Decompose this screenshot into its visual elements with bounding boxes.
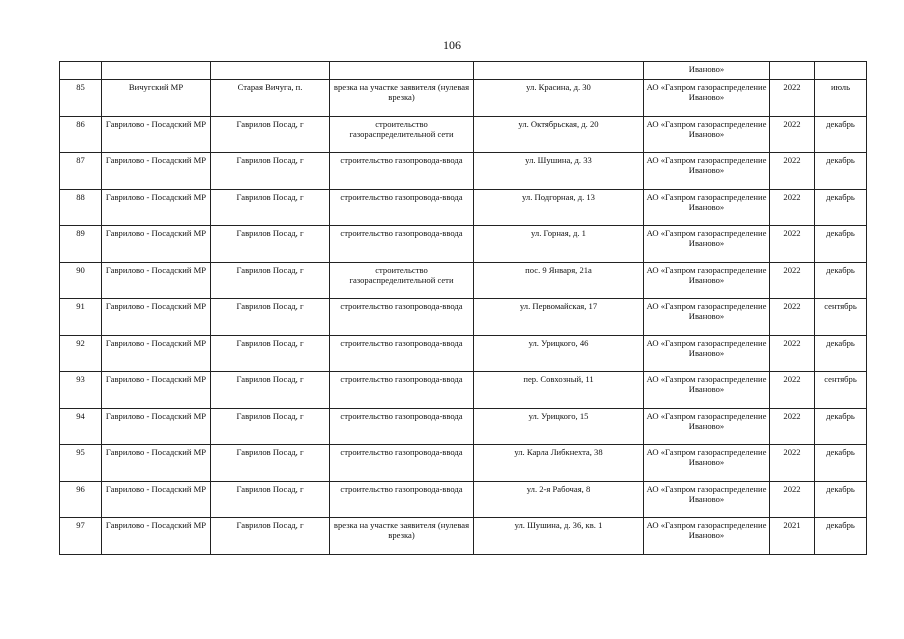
cell-work-type: врезка на участке заявителя (нулевая врезка) (330, 518, 474, 555)
cell-address: ул. Красина, д. 30 (474, 80, 644, 117)
cell-organization: Иваново» (644, 62, 770, 80)
cell-address: ул. Октябрьская, д. 20 (474, 116, 644, 153)
cell-region: Гаврилово - Посадский МР (102, 299, 211, 336)
table-row (60, 262, 867, 299)
cell-address: ул. 2-я Рабочая, 8 (474, 481, 644, 518)
cell-month: декабрь (815, 116, 867, 153)
cell-month: декабрь (815, 226, 867, 263)
cell-work-type: строительство газораспределительной сети (330, 262, 474, 299)
cell-region: Гаврилово - Посадский МР (102, 518, 211, 555)
cell-year: 2022 (770, 445, 815, 482)
cell-address: ул. Горная, д. 1 (474, 226, 644, 263)
cell-locality: Гаврилов Посад, г (211, 116, 330, 153)
cell-year: 2022 (770, 372, 815, 409)
cell-num: 87 (60, 153, 102, 190)
cell-month: декабрь (815, 153, 867, 190)
table-row (60, 408, 867, 445)
cell-address: ул. Шушина, д. 36, кв. 1 (474, 518, 644, 555)
table-row (60, 481, 867, 518)
cell-region: Гаврилово - Посадский МР (102, 226, 211, 263)
cell-month: декабрь (815, 408, 867, 445)
cell-organization: АО «Газпром газораспределение Иваново» (644, 226, 770, 263)
cell-region (102, 62, 211, 80)
cell-month: июль (815, 80, 867, 117)
cell-address: ул. Подгорная, д. 13 (474, 189, 644, 226)
table-row (60, 153, 867, 190)
cell-address: ул. Урицкого, 15 (474, 408, 644, 445)
cell-organization: АО «Газпром газораспределение Иваново» (644, 116, 770, 153)
cell-year: 2022 (770, 153, 815, 190)
cell-month: декабрь (815, 445, 867, 482)
cell-num: 96 (60, 481, 102, 518)
cell-locality (211, 62, 330, 80)
cell-work-type: строительство газопровода-ввода (330, 226, 474, 263)
cell-organization: АО «Газпром газораспределение Иваново» (644, 445, 770, 482)
cell-year (770, 62, 815, 80)
table-row (60, 299, 867, 336)
cell-region: Вичугский МР (102, 80, 211, 117)
cell-address (474, 62, 644, 80)
table-row (60, 116, 867, 153)
cell-organization: АО «Газпром газораспределение Иваново» (644, 262, 770, 299)
cell-organization: АО «Газпром газораспределение Иваново» (644, 335, 770, 372)
cell-address: ул. Урицкого, 46 (474, 335, 644, 372)
cell-work-type: строительство газопровода-ввода (330, 372, 474, 409)
cell-region: Гаврилово - Посадский МР (102, 116, 211, 153)
cell-locality: Старая Вичуга, п. (211, 80, 330, 117)
cell-work-type: строительство газопровода-ввода (330, 481, 474, 518)
cell-locality: Гаврилов Посад, г (211, 189, 330, 226)
cell-region: Гаврилово - Посадский МР (102, 372, 211, 409)
cell-num: 93 (60, 372, 102, 409)
cell-year: 2022 (770, 116, 815, 153)
table-row (60, 372, 867, 409)
cell-year: 2022 (770, 80, 815, 117)
cell-organization: АО «Газпром газораспределение Иваново» (644, 408, 770, 445)
cell-year: 2022 (770, 335, 815, 372)
table-row (60, 335, 867, 372)
cell-locality: Гаврилов Посад, г (211, 226, 330, 263)
cell-address: ул. Первомайская, 17 (474, 299, 644, 336)
table-row (60, 226, 867, 263)
cell-organization: АО «Газпром газораспределение Иваново» (644, 299, 770, 336)
cell-address: пер. Совхозный, 11 (474, 372, 644, 409)
cell-work-type: строительство газопровода-ввода (330, 335, 474, 372)
cell-locality: Гаврилов Посад, г (211, 408, 330, 445)
cell-year: 2022 (770, 262, 815, 299)
cell-num: 95 (60, 445, 102, 482)
cell-region: Гаврилово - Посадский МР (102, 445, 211, 482)
gas-connection-table (59, 61, 867, 555)
cell-work-type: строительство газопровода-ввода (330, 299, 474, 336)
cell-region: Гаврилово - Посадский МР (102, 335, 211, 372)
cell-address: ул. Шушина, д. 33 (474, 153, 644, 190)
cell-year: 2022 (770, 408, 815, 445)
cell-num: 94 (60, 408, 102, 445)
cell-locality: Гаврилов Посад, г (211, 262, 330, 299)
cell-address: ул. Карла Либкнехта, 38 (474, 445, 644, 482)
continuation-row (60, 62, 867, 80)
cell-locality: Гаврилов Посад, г (211, 335, 330, 372)
cell-num: 86 (60, 116, 102, 153)
cell-locality: Гаврилов Посад, г (211, 481, 330, 518)
cell-num: 88 (60, 189, 102, 226)
cell-year: 2021 (770, 518, 815, 555)
cell-work-type: врезка на участке заявителя (нулевая врезка) (330, 80, 474, 117)
cell-work-type (330, 62, 474, 80)
cell-num: 90 (60, 262, 102, 299)
cell-month: сентябрь (815, 372, 867, 409)
cell-year: 2022 (770, 226, 815, 263)
cell-organization: АО «Газпром газораспределение Иваново» (644, 481, 770, 518)
cell-locality: Гаврилов Посад, г (211, 518, 330, 555)
table-body (60, 62, 867, 555)
cell-work-type: строительство газопровода-ввода (330, 445, 474, 482)
cell-year: 2022 (770, 189, 815, 226)
cell-num: 89 (60, 226, 102, 263)
cell-work-type: строительство газопровода-ввода (330, 189, 474, 226)
cell-organization: АО «Газпром газораспределение Иваново» (644, 372, 770, 409)
cell-locality: Гаврилов Посад, г (211, 372, 330, 409)
cell-num: 97 (60, 518, 102, 555)
cell-organization: АО «Газпром газораспределение Иваново» (644, 189, 770, 226)
cell-month: декабрь (815, 262, 867, 299)
cell-region: Гаврилово - Посадский МР (102, 153, 211, 190)
cell-locality: Гаврилов Посад, г (211, 445, 330, 482)
cell-year: 2022 (770, 481, 815, 518)
cell-num: 92 (60, 335, 102, 372)
cell-num: 91 (60, 299, 102, 336)
cell-region: Гаврилово - Посадский МР (102, 262, 211, 299)
cell-month: декабрь (815, 189, 867, 226)
cell-address: пос. 9 Января, 21а (474, 262, 644, 299)
cell-num: 85 (60, 80, 102, 117)
page-number: 106 (443, 38, 461, 52)
table-row (60, 445, 867, 482)
cell-organization: АО «Газпром газораспределение Иваново» (644, 153, 770, 190)
cell-work-type: строительство газораспределительной сети (330, 116, 474, 153)
cell-month: декабрь (815, 335, 867, 372)
table-row (60, 518, 867, 555)
table-row (60, 80, 867, 117)
table-row (60, 189, 867, 226)
cell-region: Гаврилово - Посадский МР (102, 189, 211, 226)
cell-locality: Гаврилов Посад, г (211, 299, 330, 336)
cell-locality: Гаврилов Посад, г (211, 153, 330, 190)
cell-organization: АО «Газпром газораспределение Иваново» (644, 518, 770, 555)
cell-month: декабрь (815, 518, 867, 555)
cell-month (815, 62, 867, 80)
cell-month: декабрь (815, 481, 867, 518)
cell-region: Гаврилово - Посадский МР (102, 481, 211, 518)
cell-year: 2022 (770, 299, 815, 336)
cell-organization: АО «Газпром газораспределение Иваново» (644, 80, 770, 117)
cell-month: сентябрь (815, 299, 867, 336)
cell-num (60, 62, 102, 80)
cell-region: Гаврилово - Посадский МР (102, 408, 211, 445)
cell-work-type: строительство газопровода-ввода (330, 153, 474, 190)
cell-work-type: строительство газопровода-ввода (330, 408, 474, 445)
